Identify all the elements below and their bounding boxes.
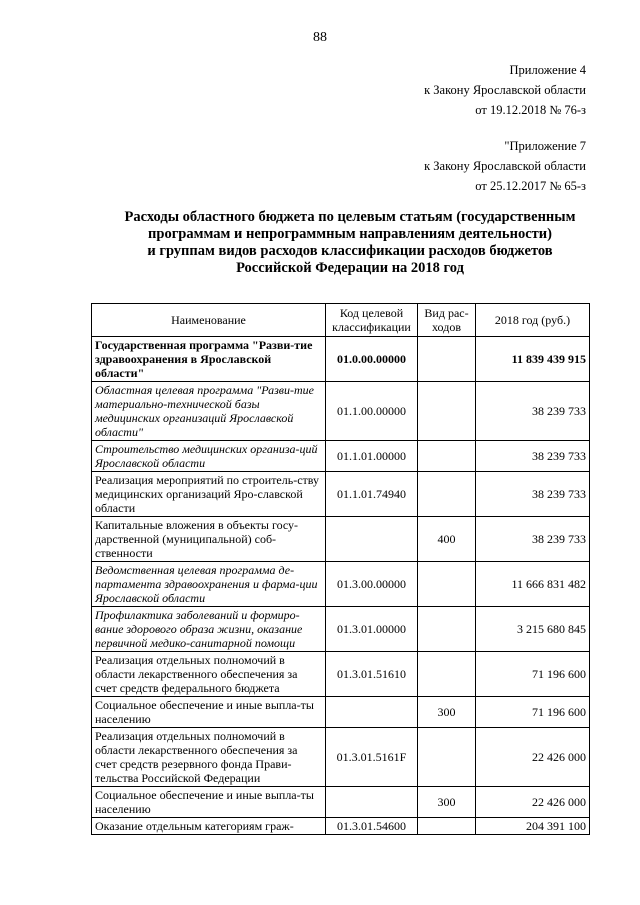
table-row (92, 652, 590, 697)
table-header-row (92, 304, 590, 337)
cell-kind (418, 607, 476, 652)
header-amount: 2018 год (руб.) (476, 304, 590, 337)
appendix-4-date: от 19.12.2018 № 76-з (475, 103, 586, 117)
cell-kind (418, 337, 476, 382)
cell-kind: 300 (418, 697, 476, 728)
table-body (92, 337, 590, 835)
cell-name: Профилактика заболеваний и формиро-вание здорового образа жизни, оказание первичной медико-санитарной помощи (92, 607, 326, 652)
cell-code (326, 517, 418, 562)
appendix-7-date: от 25.12.2017 № 65-з (475, 179, 586, 193)
cell-name: Реализация отдельных полномочий в области лекарственного обеспечения за счет средств резервного фонда Прави-тельства Российской Федерации (92, 728, 326, 787)
cell-amount: 11 666 831 482 (476, 562, 590, 607)
title-line: Российской Федерации на 2018 год (236, 260, 464, 276)
cell-kind (418, 652, 476, 697)
appendix-7-header (424, 136, 586, 196)
table-row (92, 441, 590, 472)
header-kind: Вид рас-ходов (418, 304, 476, 337)
table-row (92, 517, 590, 562)
cell-name: Государственная программа "Разви-тие здравоохранения в Ярославской области" (92, 337, 326, 382)
cell-amount: 38 239 733 (476, 382, 590, 441)
cell-amount: 71 196 600 (476, 652, 590, 697)
cell-kind: 300 (418, 787, 476, 818)
title-line: Расходы областного бюджета по целевым статьям (государственным (124, 209, 576, 225)
cell-amount: 3 215 680 845 (476, 607, 590, 652)
cell-name: Областная целевая программа "Разви-тие материально-технической базы медицинских организаций Ярославской области" (92, 382, 326, 441)
cell-code: 01.1.01.74940 (326, 472, 418, 517)
cell-code: 01.3.01.5161F (326, 728, 418, 787)
cell-kind (418, 728, 476, 787)
cell-name: Реализация мероприятий по строитель-ству медицинских организаций Яро-славской области (92, 472, 326, 517)
cell-code: 01.3.01.00000 (326, 607, 418, 652)
cell-amount: 38 239 733 (476, 517, 590, 562)
header-code: Код целевой классификации (326, 304, 418, 337)
appendix-7-title: "Приложение 7 (504, 139, 586, 153)
cell-kind (418, 818, 476, 835)
cell-amount: 22 426 000 (476, 728, 590, 787)
appendix-7-law: к Закону Ярославской области (424, 159, 586, 173)
table-row (92, 728, 590, 787)
cell-code (326, 787, 418, 818)
cell-amount: 38 239 733 (476, 441, 590, 472)
cell-amount: 38 239 733 (476, 472, 590, 517)
appendix-4-title: Приложение 4 (509, 63, 586, 77)
cell-name: Социальное обеспечение и иные выпла-ты населению (92, 787, 326, 818)
cell-name: Строительство медицинских организа-ций Ярославской области (92, 441, 326, 472)
table-row (92, 472, 590, 517)
document-title (60, 209, 640, 277)
cell-name: Капитальные вложения в объекты госу-дарственной (муниципальной) соб-ственности (92, 517, 326, 562)
cell-name: Социальное обеспечение и иные выпла-ты населению (92, 697, 326, 728)
appendix-4-header (424, 60, 586, 120)
header-name: Наименование (92, 304, 326, 337)
expenditure-table (91, 303, 590, 835)
cell-code: 01.3.00.00000 (326, 562, 418, 607)
page-number: 88 (313, 30, 327, 45)
table-row (92, 337, 590, 382)
cell-name: Ведомственная целевая программа де-партамента здравоохранения и фарма-ции Ярославской области (92, 562, 326, 607)
table-row (92, 818, 590, 835)
cell-amount: 71 196 600 (476, 697, 590, 728)
table-row (92, 787, 590, 818)
title-line: программам и непрограммным направлениям деятельности) (148, 226, 552, 242)
cell-kind (418, 562, 476, 607)
table-row (92, 562, 590, 607)
appendix-4-law: к Закону Ярославской области (424, 83, 586, 97)
cell-kind: 400 (418, 517, 476, 562)
cell-kind (418, 382, 476, 441)
cell-amount: 22 426 000 (476, 787, 590, 818)
cell-code (326, 697, 418, 728)
cell-code: 01.1.01.00000 (326, 441, 418, 472)
table-row (92, 697, 590, 728)
cell-code: 01.3.01.54600 (326, 818, 418, 835)
table-row (92, 607, 590, 652)
cell-name: Оказание отдельным категориям граж- (92, 818, 326, 835)
cell-kind (418, 441, 476, 472)
cell-amount: 204 391 100 (476, 818, 590, 835)
cell-kind (418, 472, 476, 517)
cell-amount: 11 839 439 915 (476, 337, 590, 382)
cell-code: 01.0.00.00000 (326, 337, 418, 382)
title-line: и группам видов расходов классификации расходов бюджетов (147, 243, 553, 259)
cell-name: Реализация отдельных полномочий в области лекарственного обеспечения за счет средств федерального бюджета (92, 652, 326, 697)
cell-code: 01.1.00.00000 (326, 382, 418, 441)
cell-code: 01.3.01.51610 (326, 652, 418, 697)
table-row (92, 382, 590, 441)
